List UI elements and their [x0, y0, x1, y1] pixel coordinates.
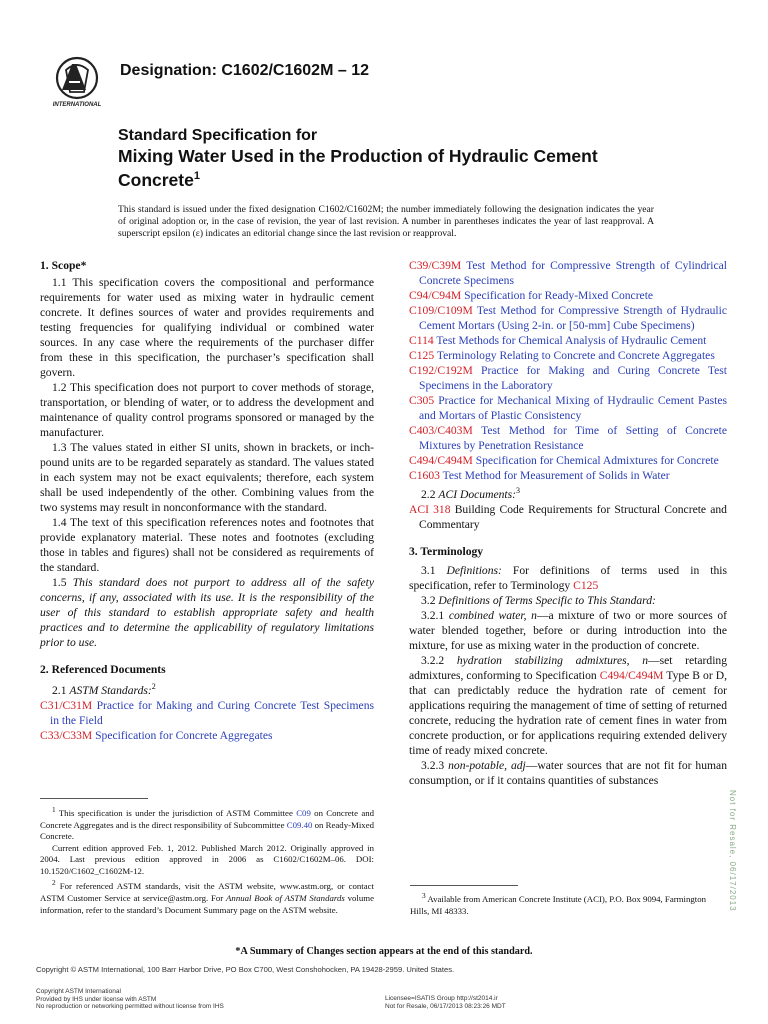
reference-item [409, 258, 727, 288]
reference-code-link[interactable]: C33/C33M [40, 728, 93, 742]
reference-item [409, 468, 727, 483]
license-line: Copyright ASTM International [36, 988, 121, 995]
reference-item [40, 698, 374, 728]
margin-watermark: Not for Resale, 06/17/2013 [728, 790, 737, 912]
title-line-3-text: Concrete [118, 169, 194, 190]
footnote-text: This specification is under the jurisdiction of ASTM Committee [58, 807, 293, 818]
definition-text: —set retarding admixtures, conforming to Specification [409, 653, 728, 682]
reference-title-link[interactable]: Test Method for Time of Setting of Concrete Mixtures by Penetration Resistance [419, 424, 727, 452]
astm-logo-icon [44, 56, 110, 110]
reference-code-link[interactable]: C1603 [409, 469, 440, 482]
reference-title-link[interactable]: Specification for Chemical Admixtures for Concrete [475, 454, 719, 467]
reference-item [409, 288, 727, 303]
paragraph-1-4: 1.4 The text of this specification references notes and footnotes that provide explanatory material. These notes and footnotes (excluding those in tables and figures) shall not be considered as requirements of the standard. [40, 516, 374, 574]
footnote-text: Available from American Concrete Institute (ACI), P.O. Box 9094, Farmington Hills, MI 48333. [410, 893, 706, 916]
footnote-text: For referenced ASTM standards, visit the ASTM website, www.astm.org, or contact ASTM Customer Service at service@astm.org. For [40, 881, 375, 903]
reference-item [409, 363, 727, 393]
paragraph-number: 1.5 [52, 576, 67, 589]
footnote-3-block [410, 885, 726, 917]
reference-title: Building Code Requirements for Structural Concrete and Commentary [419, 502, 727, 531]
committee-link[interactable]: C09 [296, 807, 311, 818]
footnote-marker: 1 [52, 805, 56, 814]
reference-code-link[interactable]: C192/C192M [409, 364, 473, 377]
section-heading-scope: 1. Scope* [40, 259, 87, 272]
paragraph-3-2-1 [409, 608, 727, 653]
reference-item [409, 423, 727, 453]
defined-term: hydration stabilizing admixtures, n [456, 653, 649, 667]
footnote-1-edition: Current edition approved Feb. 1, 2012. Published March 2012. Originally approved in 2004. Last previous edition approved in 2006 as C1602/C1602M–06. DOI: 10.1520/C1602_C1602M-12. [40, 842, 374, 876]
footnote-rule [410, 885, 518, 886]
summary-of-changes-note: *A Summary of Changes section appears at the end of this standard. [235, 946, 533, 957]
footnote-rule [40, 798, 148, 799]
reference-item [40, 728, 374, 743]
aci-documents-label: ACI Documents: [438, 487, 517, 501]
paragraph-number: 3.2.1 [421, 608, 445, 622]
footnote-marker: 3 [422, 891, 426, 900]
reference-title-link[interactable]: Test Method for Compressive Strength of Cylindrical Concrete Specimens [419, 259, 727, 287]
section-heading-referenced-documents: 2. Referenced Documents [40, 663, 166, 676]
reference-item [409, 303, 727, 333]
reference-code-link[interactable]: ACI 318 [409, 502, 451, 516]
astm-logo [44, 56, 110, 110]
footnote-text: on Ready-Mixed Concrete. [40, 819, 374, 842]
reference-code-link[interactable]: C109/C109M [409, 304, 473, 317]
paragraph-number: 3.2.2 [421, 653, 445, 667]
reference-code-link[interactable]: C114 [409, 334, 434, 347]
paragraph-2-1 [40, 679, 374, 698]
reference-title-link[interactable]: Test Method for Compressive Strength of Hydraulic Cement Mortars (Using 2-in. or [50-mm] Cube Specimens) [419, 304, 727, 332]
paragraph-3-2-2 [409, 653, 727, 758]
reference-code-link[interactable]: C39/C39M [409, 259, 462, 272]
reference-code-link[interactable]: C125 [409, 349, 435, 362]
reference-code-link[interactable]: C403/C403M [409, 424, 473, 437]
reference-item [409, 453, 727, 468]
reference-item [409, 502, 727, 532]
copyright-line: Copyright © ASTM International, 100 Barr Harbor Drive, PO Box C700, West Conshohocken, PA 19428-2959. United States. [36, 965, 455, 974]
reference-title-link[interactable]: Specification for Ready-Mixed Concrete [464, 289, 654, 302]
license-line: Provided by IHS under license with ASTM [36, 995, 157, 1003]
footnote-text: on Concrete and Concrete Aggregates and is the direct responsibility of Subcommittee [40, 807, 375, 830]
paragraph-text: For definitions of terms used in this specification, refer to Terminology [409, 563, 727, 592]
paragraph-1-3: 1.3 The values stated in either SI units, shown in brackets, or inch-pound units are to be regarded separately as standard. The values stated in each system may not be exact equivalents; therefore, each system shall be used independently of the other. Combining values from the two systems may result in nonconformance with the standard. [40, 441, 374, 514]
paragraph-number: 2.2 [421, 487, 436, 501]
right-column [409, 258, 727, 788]
footnote-ref-3[interactable]: 3 [516, 486, 521, 495]
document-title [118, 126, 678, 190]
footnotes [40, 798, 374, 916]
definition-text: —a mixture of two or more sources of water blended together, before or during introduction into the mixture, for use as mixing water in the production of concrete. [409, 608, 727, 652]
defined-term: combined water, n [448, 608, 537, 622]
paragraph-2-2 [409, 483, 727, 502]
reference-title-link[interactable]: Practice for Mechanical Mixing of Hydraulic Cement Pastes and Mortars of Plastic Consistency [419, 394, 727, 422]
reference-code-link[interactable]: C94/C94M [409, 289, 462, 302]
paragraph-1-1: 1.1 This specification covers the compositional and performance requirements for water used as mixing water in hydraulic cement concrete. It defines sources of water and provides requirements and testing frequencies for qualifying individual or combined water sources. In any case where the requirements of the purchaser differ from these in this specification, the purchaser’s specification shall govern. [40, 276, 374, 379]
designation: Designation: C1602/C1602M – 12 [120, 62, 369, 79]
reference-code-link[interactable]: C31/C31M [40, 698, 93, 712]
defined-term: non-potable, adj [448, 758, 526, 772]
paragraph-1-5 [40, 575, 374, 650]
footnote-text: volume information, refer to the standard’s Document Summary page on the ASTM website. [40, 893, 374, 915]
paragraph-1-2: 1.2 This specification does not purport to cover methods of storage, transportation, or blending of water, or to address the development and maintenance of quality control programs sponsored or managed by the manufacturer. [40, 381, 374, 439]
reference-title-link[interactable]: Test Methods for Chemical Analysis of Hydraulic Cement [436, 334, 707, 347]
reference-code-link[interactable]: C305 [409, 394, 435, 407]
left-column [40, 258, 374, 743]
title-line-3 [118, 166, 678, 190]
reference-title-link[interactable]: Test Method for Measurement of Solids in Water [442, 469, 670, 482]
subcommittee-link[interactable]: C09.40 [286, 819, 313, 830]
license-line: Licensee=ISATIS Group http://st2014.ir [385, 995, 498, 1002]
title-line-1: Standard Specification for [118, 127, 318, 144]
footnote-3 [410, 890, 726, 917]
paragraph-3-2 [409, 593, 727, 608]
footnote-1 [40, 804, 374, 843]
footnote-italic-text: Annual Book of ASTM Standards [226, 893, 345, 903]
reference-code-link[interactable]: C494/C494M [409, 454, 473, 467]
license-notice-right [385, 995, 506, 1010]
reference-link-c125[interactable]: C125 [573, 578, 599, 592]
reference-list [409, 258, 727, 483]
reference-title-link[interactable]: Practice for Making and Curing Concrete Test Specimens in the Field [50, 698, 375, 727]
reference-link-c494[interactable]: C494/C494M [599, 668, 664, 682]
paragraph-text: Definitions of Terms Specific to This Standard: [438, 593, 656, 607]
reference-item [409, 348, 727, 363]
reference-title-link[interactable]: Terminology Relating to Concrete and Concrete Aggregates [436, 349, 715, 362]
astm-standards-label: ASTM Standards: [69, 683, 152, 697]
paragraph-number: 3.2 [421, 593, 436, 607]
reference-item [409, 333, 727, 348]
reference-list [40, 698, 374, 743]
title-footnote-ref[interactable]: 1 [193, 170, 200, 182]
standard-note: This standard is issued under the fixed designation C1602/C1602M; the number immediately following the designation indicates the year of original adoption or, in the case of revision, the year of last revision. A number in parentheses indicates the year of last reapproval. A superscript epsilon (ε) indicates an editorial change since the last revision or reapproval. [118, 204, 654, 240]
footnote-marker: 2 [52, 878, 56, 888]
paragraph-3-2-3 [409, 758, 727, 788]
definitions-label: Definitions: [446, 563, 502, 577]
paragraph-number: 2.1 [52, 683, 67, 697]
title-line-2: Mixing Water Used in the Production of Hydraulic Cement [118, 146, 598, 166]
paragraph-3-1 [409, 563, 727, 593]
paragraph-number: 3.1 [421, 563, 436, 577]
definition-text: —water sources that are not fit for human consumption, or if it contains quantities of substances [409, 758, 727, 787]
definition-text: Type B or D, that can predictably reduce the hydration rate of cement for applications requiring the management of time of setting of returned concrete, reducing the hydration rate of cement fines in water from concrete production, or for applications requiring extended delivery time of ready mixed concrete. [409, 668, 727, 757]
footnote-2 [40, 877, 374, 916]
license-notice-left [36, 988, 224, 1011]
reference-title-link[interactable]: Practice for Making and Curing Concrete Test Specimens in the Laboratory [419, 364, 727, 392]
reference-title-link[interactable]: Specification for Concrete Aggregates [95, 728, 273, 742]
section-heading-terminology: 3. Terminology [409, 544, 484, 558]
safety-statement: This standard does not purport to address all of the safety concerns, if any, associated with its use. It is the responsibility of the user of this standard to establish appropriate safety and health practices and to determine the applicability of regulatory limitations prior to use. [40, 576, 374, 649]
paragraph-number: 3.2.3 [421, 758, 445, 772]
svg-text:INTERNATIONAL: INTERNATIONAL [52, 102, 102, 108]
reference-item [409, 393, 727, 423]
footnote-ref-2[interactable]: 2 [151, 682, 156, 691]
license-line: No reproduction or networking permitted without license from IHS [36, 1003, 224, 1011]
license-line: Not for Resale, 06/17/2013 08:23:26 MDT [385, 1002, 506, 1010]
